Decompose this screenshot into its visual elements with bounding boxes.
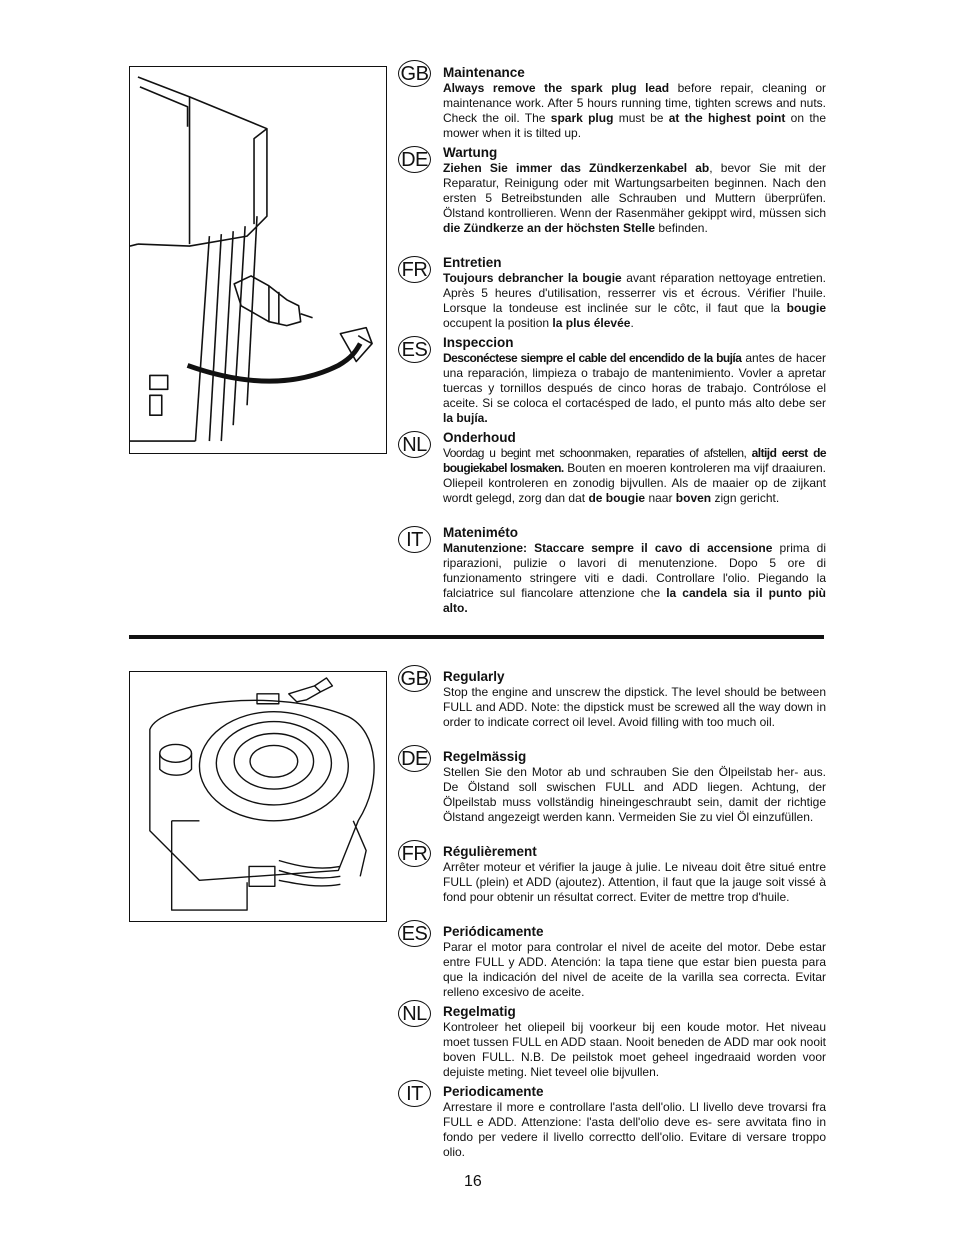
entry-maintenance-it [443,525,826,616]
entry-heading: Periódicamente [443,924,544,939]
entry-body [443,81,826,141]
body-text: prima di riparazioni, pulizie o lavori di menutenzione. Dopo 5 ore di funzionamento stringere viti e dadi. Controllare l'olio. Piegando la falciatrice sul fiancolare attenzione che [443,541,827,600]
entry-heading: Maintenance [443,65,525,80]
entry-body [443,351,826,426]
emphasis-text: la candela sia il punto più alto. [443,586,827,615]
emphasis-text: Desconéctese siempre el cable del encendido de la bujía [443,351,742,365]
body-text: Voordag u begint met schoonmaken, reparaties of afstellen, [443,446,752,460]
dipstick-illustration [129,671,387,922]
entry-body [443,446,826,506]
entry-heading: Inspeccion [443,335,514,350]
body-text: Stop the engine and unscrew the dipstick. The level should be between FULL and ADD. Note: the dipstick must be screwed all the way down in order to indicate correct oil level. Avoid filling with too much oil. [443,685,826,729]
entry-body [443,541,826,616]
language-badge-nl: NL [398,431,431,458]
emphasis-text: la bujía. [443,411,488,425]
entry-oil-de [443,749,826,825]
entry-heading: Mateniméto [443,525,519,540]
emphasis-text: de bougie [588,491,646,505]
entry-body [443,685,826,730]
body-text: naar [645,491,676,505]
entry-body [443,1100,826,1160]
entry-body [443,161,826,236]
emphasis-text: Always remove the spark plug lead [443,81,670,95]
emphasis-text: Toujours debrancher la bougie [443,271,622,285]
body-text: before repair, cleaning or maintenance work. After 5 hours running time, tighten screws and nuts. Check the oil. The [443,81,826,125]
emphasis-text: boven [675,491,712,505]
language-badge-de: DE [398,745,431,772]
body-text: occupent la position [443,316,553,330]
language-badge-fr: FR [398,256,431,283]
emphasis-text: bougie [786,301,826,315]
spark-plug-illustration [129,66,387,454]
emphasis-text: at the highest point [668,111,786,125]
entry-heading: Regularly [443,669,505,684]
entry-heading: Wartung [443,145,498,160]
entry-maintenance-de [443,145,826,236]
entry-body [443,940,826,1000]
language-badge-gb: GB [398,665,431,692]
emphasis-text: spark plug [550,111,614,125]
language-badge-nl: NL [398,1000,431,1027]
entry-oil-fr [443,844,826,905]
emphasis-text: la plus élevée [552,316,631,330]
entry-body [443,860,826,905]
entry-oil-it [443,1084,826,1160]
entry-heading: Periodicamente [443,1084,544,1099]
body-text: Bouten en moeren kontroleren ma vijf draaiuren. Oliepeil kontroleren en zonodig bijvullen. Als de maaier op de zijkant wordt gelegd, zorg dan dat [443,461,826,505]
language-badge-es: ES [398,336,431,363]
entry-oil-gb [443,669,826,730]
entry-oil-nl [443,1004,826,1080]
body-text: on the mower when it is tilted up. [443,111,827,140]
language-badge-gb: GB [398,60,431,87]
language-badge-fr: FR [398,840,431,867]
body-text: Parar el motor para controlar el nivel de aceite del motor. Debe estar entre FULL y ADD. Atención: la tapa tiene que estar bien puesta para que la indicación del nivel de aceite de la varilla sea correcta. Evitar relleno excesivo de aceite. [443,940,826,999]
body-text: avant réparation nettoyage entretien. Après 5 heures d'utilisation, resserrer vis et écrous. Vérifier l'huile. Lorsque la tondeuse est inclinée sur le côtc, il faut que la [443,271,826,315]
language-badge-de: DE [398,146,431,173]
entry-maintenance-gb [443,65,826,141]
language-badge-it: IT [398,1080,431,1107]
entry-heading: Regelmatig [443,1004,516,1019]
language-badge-es: ES [398,920,431,947]
entry-body [443,271,826,331]
entry-maintenance-nl [443,430,826,506]
entry-body [443,1020,826,1080]
body-text: Arrestare il more e controllare l'asta dell'olio. Ll livello deve trovarsi fra FULL e ADD. Attenzione: l'asta dell'olio deve es- sere avvitata fino in fondo per vedere il livello correctto dell'olio. Evitare di versare troppo olio. [443,1100,826,1159]
emphasis-text: die Zündkerze an der höchsten Stelle [443,221,656,235]
language-badge-it: IT [398,526,431,553]
entry-maintenance-es [443,335,826,426]
body-text: befinden. [655,221,708,235]
entry-oil-es [443,924,826,1000]
emphasis-text: altijd eerst de bougiekabel losmaken. [443,446,826,475]
entry-heading: Entretien [443,255,502,270]
body-text: must be [613,111,669,125]
entry-maintenance-fr [443,255,826,331]
body-text: Kontroleer het oliepeil bij voorkeur bij een koude motor. Het niveau moet tussen FULL en ADD staan. Nooit beneden de ADD mar ook nooit boven FULL. N.B. De peilstok moet geheel ingedraaid worden voor dejuiste meting. Niet teveel olie bijvullen. [443,1020,826,1079]
body-text: antes de hacer una reparación, limpieza o trabajo de mantenimiento. Vovler a apretar tuercas y tornillos después de cinco horas de trabajo. Contrólose el aceite. Si se coloca el cortacésped de lado, el punto más alto debe ser [443,351,826,410]
emphasis-text: Ziehen Sie immer das Zündkerzenkabel ab [443,161,710,175]
emphasis-text: Manutenzione: Staccare sempre il cavo di accensione [443,541,773,555]
body-text: , bevor Sie mit der Reparatur, Reinigung oder mit Wartungsarbeiten beginnen. Nach den ersten 5 Betreibstunden alle Schrauben und Muttern überprüfen. Ölstand kontrollieren. Wenn der Rasenmäher gekippt wird, müssen sich [443,161,826,220]
body-text: Stellen Sie den Motor ab und schrauben Sie den Ölpeilstab her- aus. De Ölstand soll swischen FULL and ADD liegen. Achtung, der Ölpeilstab muss vollständig hineingeschraubt sein, damit der richtige Ölstand angezeigt werden kann. Vermeiden Sie zu viel Öl einzufüllen. [443,765,826,824]
body-text: zign gericht. [711,491,780,505]
entry-heading: Regelmässig [443,749,527,764]
entry-heading: Régulièrement [443,844,537,859]
entry-heading: Onderhoud [443,430,516,445]
page-number: 16 [464,1173,482,1190]
body-text: Arrêter moteur et vérifier la jauge à julie. Le niveau doit être situé entre FULL (plein) et ADD (ajoutez). Attention, il faut que la jauge soit vissé à fond pour obtenir un résultat correct. Eviter de mettre trop d'huile. [443,860,826,904]
body-text: . [630,316,634,330]
section-divider [129,635,824,639]
entry-body [443,765,826,825]
